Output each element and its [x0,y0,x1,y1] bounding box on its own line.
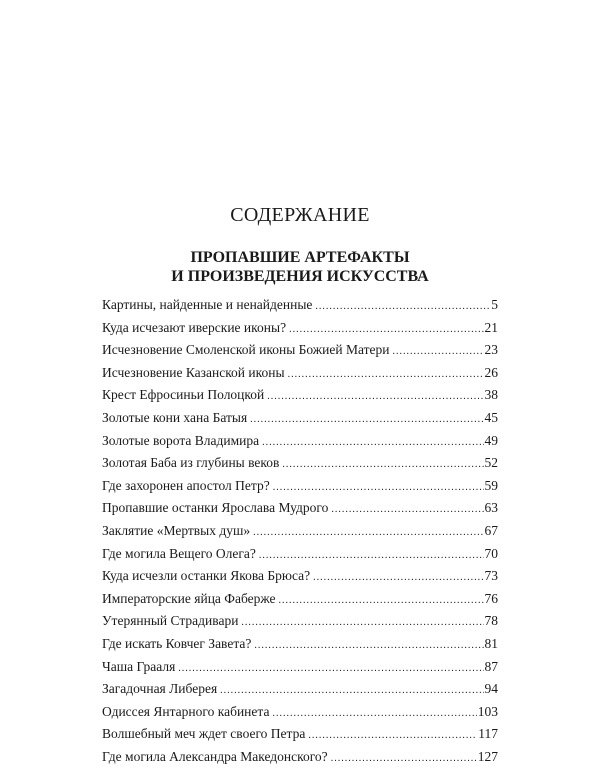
dot-leader [331,753,477,764]
toc-entry [102,726,498,749]
toc-entry-page: 49 [484,432,498,448]
dot-leader [273,482,484,493]
dot-leader [178,663,483,674]
dot-leader [241,617,483,628]
toc-entry-title: Куда исчезли останки Якова Брюса? [102,568,311,584]
dot-leader [289,324,483,335]
toc-entry [102,320,498,343]
toc-entry [102,523,498,546]
toc-entry-page: 59 [484,477,498,493]
toc-entry-title: Золотые ворота Владимира [102,432,260,448]
toc-entry-page: 23 [484,342,498,358]
dot-leader [250,414,483,425]
dot-leader [279,595,484,606]
toc-entry [102,749,498,771]
toc-entry-page: 70 [484,545,498,561]
toc-entry [102,455,498,478]
toc-entry [102,591,498,614]
toc-entry-title: Чаша Грааля [102,658,176,674]
toc-entry [102,500,498,523]
toc-entry-page: 21 [484,319,498,335]
dot-leader [262,437,483,448]
toc-entry [102,410,498,433]
toc-entry-page: 127 [477,748,498,764]
toc-entry-title: Императорские яйца Фаберже [102,590,276,606]
toc-entry-page: 52 [484,455,498,471]
toc-entry-title: Исчезновение Казанской иконы [102,364,285,380]
toc-entry-page: 26 [484,364,498,380]
toc-entry [102,297,498,320]
toc-entry [102,568,498,591]
toc-entry [102,546,498,569]
dot-leader [331,504,483,515]
toc-entry-title: Золотые кони хана Батыя [102,409,248,425]
toc-entry [102,704,498,727]
section-title [0,248,600,286]
toc-entry-page: 45 [484,409,498,425]
dot-leader [308,730,477,741]
dot-leader [313,572,483,583]
toc-entry-page: 81 [484,635,498,651]
toc-entry [102,659,498,682]
toc-entry-page: 38 [484,387,498,403]
toc-entry-page: 76 [484,590,498,606]
toc-entry [102,342,498,365]
dot-leader [253,527,483,538]
toc-entry-title: Заклятие «Мертвых душ» [102,522,251,538]
toc-entry-page: 67 [484,522,498,538]
dot-leader [315,301,490,312]
dot-leader [272,708,476,719]
toc-entry [102,433,498,456]
toc-entry-title: Картины, найденные и ненайденные [102,297,313,312]
dot-leader [282,459,483,470]
toc-entry-page: 103 [477,703,498,719]
toc-entry-page: 63 [484,500,498,516]
toc-entry [102,681,498,704]
toc-entry-title: Крест Ефросиньи Полоцкой [102,387,265,403]
toc-entry [102,636,498,659]
dot-leader [288,369,484,380]
toc-entry-page: 87 [484,658,498,674]
toc-entry-page: 94 [484,681,498,697]
section-title-line-2: И ПРОИЗВЕДЕНИЯ ИСКУССТВА [171,268,429,285]
toc-entry-page: 117 [478,726,498,742]
toc-entry [102,478,498,501]
toc-entry [102,365,498,388]
toc-entry-title: Где могила Александра Македонского? [102,748,328,764]
section-title-line-1: ПРОПАВШИЕ АРТЕФАКТЫ [190,249,410,266]
dot-leader [259,550,484,561]
dot-leader [267,391,483,402]
toc-entry [102,613,498,636]
toc-entry-title: Где могила Вещего Олега? [102,545,256,561]
toc-entry-page: 5 [491,297,498,312]
toc-entry-title: Золотая Баба из глубины веков [102,455,280,471]
dot-leader [220,685,483,696]
toc-entry [102,387,498,410]
toc-entry-title: Исчезновение Смоленской иконы Божией Матери [102,342,390,358]
toc-entry-title: Куда исчезают иверские иконы? [102,319,287,335]
toc-title: СОДЕРЖАНИЕ [230,204,370,226]
toc-entry-title: Утерянный Страдивари [102,613,239,629]
toc-entry-title: Где захоронен апостол Петр? [102,477,270,493]
toc-entry-title: Где искать Ковчег Завета? [102,635,252,651]
toc-entry-title: Загадочная Либерея [102,681,218,697]
toc-entry-title: Одиссея Янтарного кабинета [102,703,270,719]
toc-entry-page: 73 [484,568,498,584]
toc-entry-page: 78 [484,613,498,629]
toc-list [102,297,498,771]
dot-leader [392,346,483,357]
dot-leader [254,640,483,651]
toc-entry-title: Волшебный меч ждет своего Петра [102,726,306,742]
toc-entry-title: Пропавшие останки Ярослава Мудрого [102,500,329,516]
